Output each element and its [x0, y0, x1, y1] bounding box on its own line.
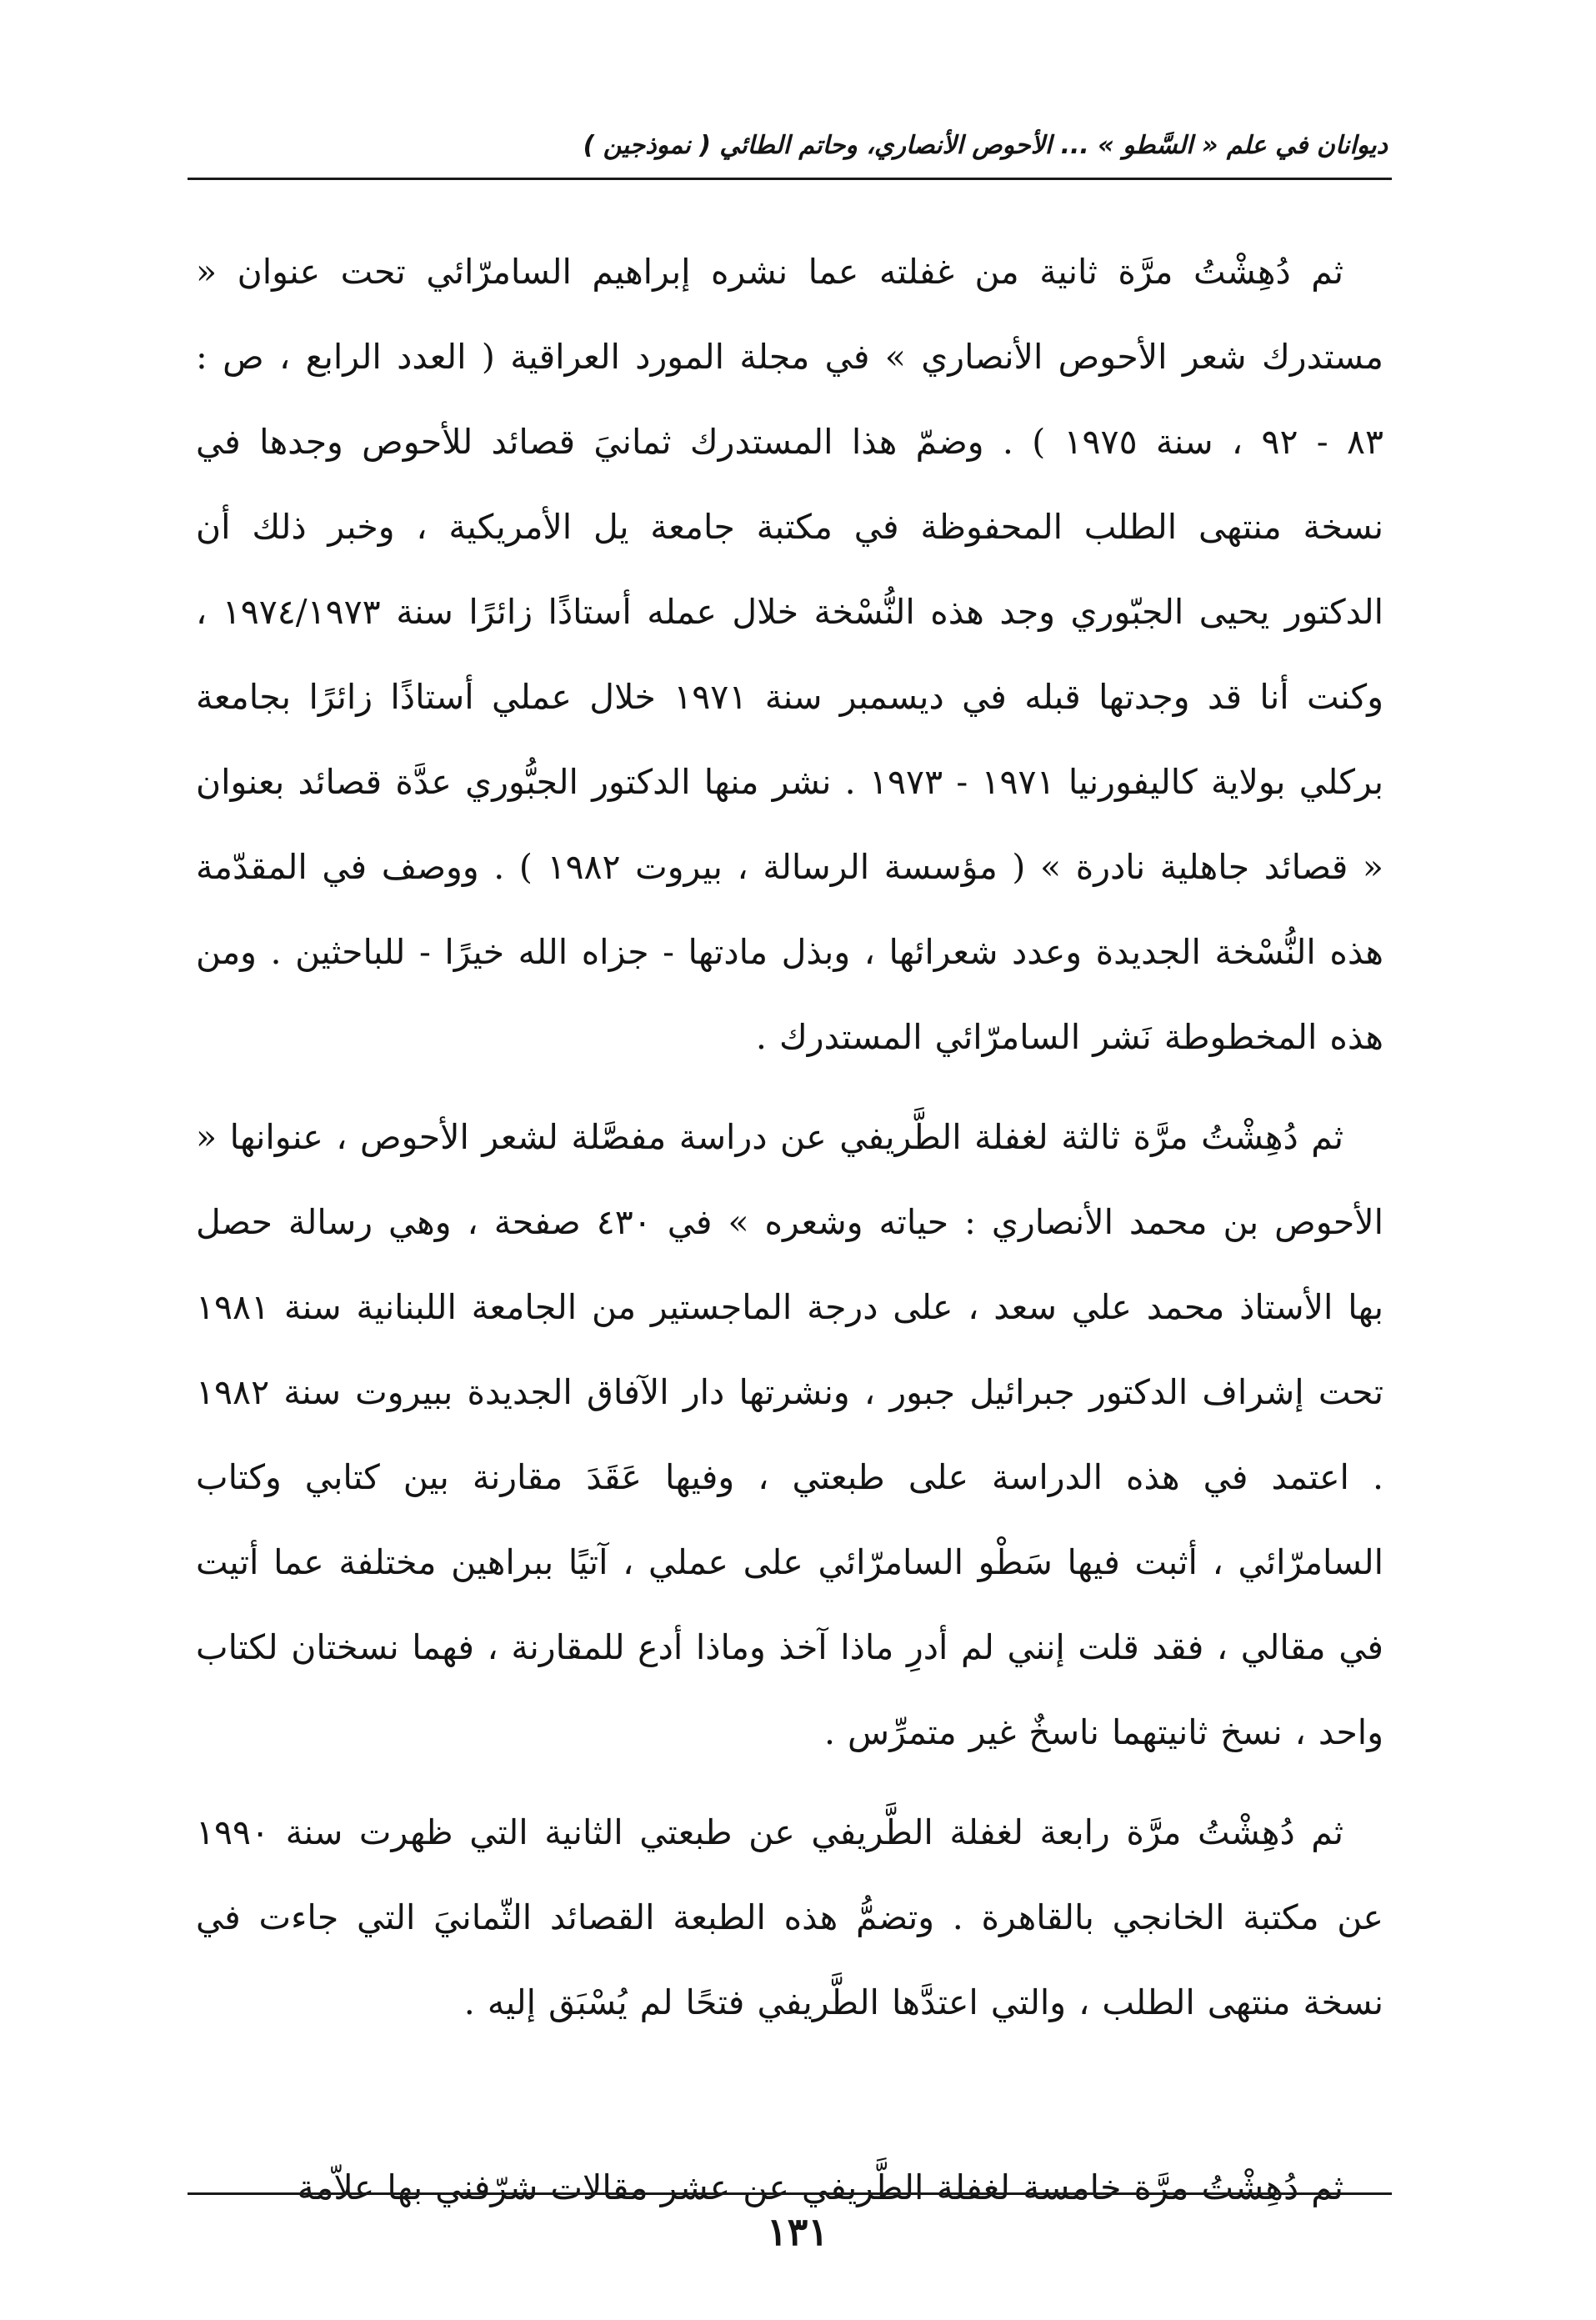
page-number: ١٣١ — [766, 2209, 829, 2254]
paragraph-3: ثم دُهِشْتُ مرَّة رابعة لغفلة الطَّريفي عن طبعتي الثانية التي ظهرت سنة ١٩٩٠ عن مكتبة الخانجي بالقاهرة . وتضمُّ هذه الطبعة القصائد الثّمانيَ التي جاءت في نسخة منتهى الطلب ، والتي اعتدَّها الطَّريفي فتحًا لم يُسْبَق إليه . — [196, 1812, 1383, 2022]
paragraph-1: ثم دُهِشْتُ مرَّة ثانية من غفلته عما نشره إبراهيم السامرّائي تحت عنوان « مستدرك شعر الأحوص الأنصاري » في مجلة المورد العراقية ( العدد الرابع ، ص : ٨٣ - ٩٢ ، سنة ١٩٧٥ ) . وضمّ هذا المستدرك ثمانيَ قصائد للأحوص وجدها في نسخة منتهى الطلب المحفوظة في مكتبة جامعة يل الأمريكية ، وخبر ذلك أن الدكتور يحيى الجبّوري وجد هذه النُّسْخة خلال عمله أستاذًا زائرًا سنة ١٩٧٤/١٩٧٣ ، وكنت أنا قد وجدتها قبله في ديسمبر سنة ١٩٧١ خلال عملي أستاذًا زائرًا بجامعة بركلي بولاية كاليفورنيا ١٩٧١ - ١٩٧٣ . نشر منها الدكتور الجبُّوري عدَّة قصائد بعنوان « قصائد جاهلية نادرة » ( مؤسسة الرسالة ، بيروت ١٩٨٢ ) . ووصف في المقدّمة هذه النُّسْخة الجديدة وعدد شعرائها ، وبذل مادتها - جزاه الله خيرًا - للباحثين . ومن هذه المخطوطة نَشر السامرّائي المستدرك . — [196, 252, 1384, 1057]
paragraph-2: ثم دُهِشْتُ مرَّة ثالثة لغفلة الطَّريفي عن دراسة مفصَّلة لشعر الأحوص ، عنوانها « الأحوص بن محمد الأنصاري : حياته وشعره » في ٤٣٠ صفحة ، وهي رسالة حصل بها الأستاذ محمد علي سعد ، على درجة الماجستير من الجامعة اللبنانية سنة ١٩٨١ تحت إشراف الدكتور جبرائيل جبور ، ونشرتها دار الآفاق الجديدة ببيروت سنة ١٩٨٢ . اعتمد في هذه الدراسة على طبعتي ، وفيها عَقَدَ مقارنة بين كتابي وكتاب السامرّائي ، أثبت فيها سَطْو السامرّائي على عملي ، آتيًا ببراهين مختلفة عما أتيت في مقالي ، فقد قلت إنني لم أدرِ ماذا آخذ وماذا أدع للمقارنة ، فهما نسختان لكتاب واحد ، نسخ ثانيتهما ناسخٌ غير متمرِّس . — [196, 1117, 1383, 1752]
footer-divider — [188, 2192, 1392, 2195]
paragraph-4: ثم دُهِشْتُ مرَّة خامسة لغفلة الطَّريفي عن عشر مقالات شرّفني بها علاّمة — [297, 2167, 1343, 2207]
page-body — [196, 229, 1383, 2230]
header-divider — [188, 178, 1392, 180]
running-header: ديوانان في علم « السَّطو » ... الأحوص الأنصاري، وحاتم الطائي ( نموذجين ) — [583, 131, 1388, 160]
